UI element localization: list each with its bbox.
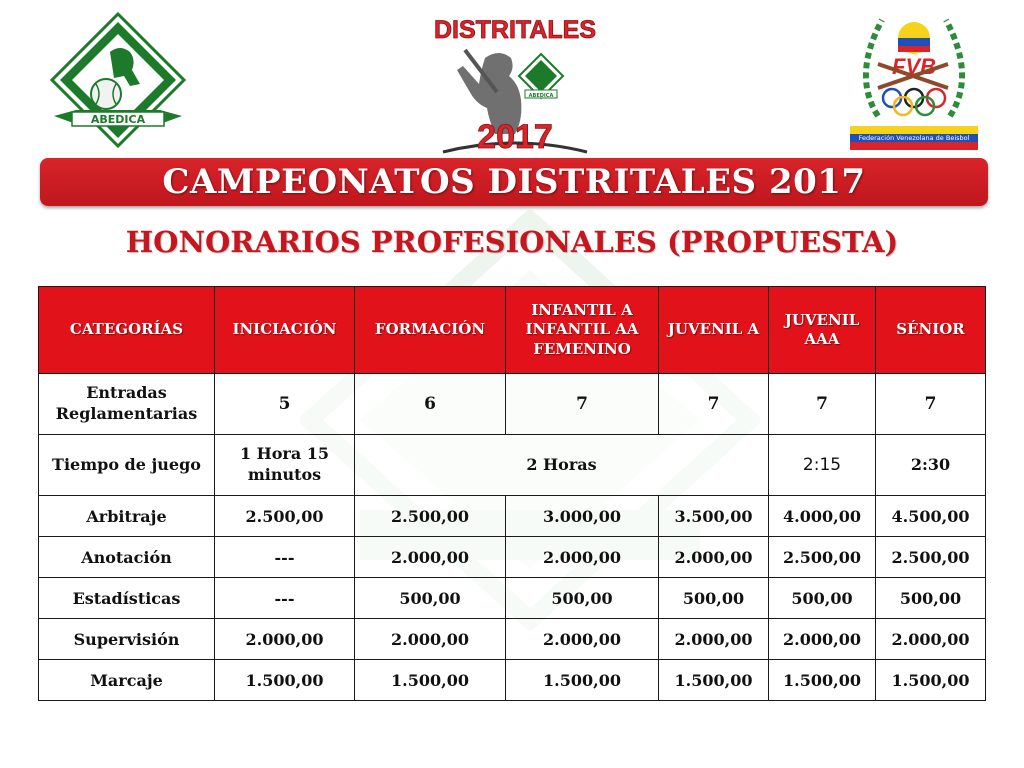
table-cell: 500,00 [659,578,769,619]
row-label: Estadísticas [39,578,215,619]
table-header-row [39,287,986,374]
table-cell: 2.500,00 [215,496,355,537]
row-label: Tiempo de juego [39,435,215,496]
table-cell: 2.000,00 [355,537,506,578]
table-cell: 3.500,00 [659,496,769,537]
table-cell: 2.000,00 [769,619,876,660]
table-row [39,619,986,660]
table-row [39,496,986,537]
table-row [39,537,986,578]
table-cell: 1.500,00 [769,660,876,701]
table-cell: 7 [876,374,986,435]
distritales-2017-logo [425,10,605,160]
row-label: Arbitraje [39,496,215,537]
row-label: Entradas Reglamentarias [39,374,215,435]
table-row [39,660,986,701]
table-cell: 2:15 [769,435,876,496]
table-cell: 2:30 [876,435,986,496]
row-label: Supervisión [39,619,215,660]
table-cell: 2.000,00 [506,619,659,660]
svg-text:DISTRITALES: DISTRITALES [433,16,597,44]
table-cell: 1.500,00 [215,660,355,701]
table-row [39,578,986,619]
table-cell: 2.000,00 [215,619,355,660]
title-banner [40,158,988,206]
table-cell: 2.000,00 [355,619,506,660]
table-row [39,435,986,496]
svg-text:ABEDICA: ABEDICA [528,93,554,99]
table-cell: 2.000,00 [876,619,986,660]
table-cell: 1.500,00 [876,660,986,701]
table-cell: --- [215,537,355,578]
table-cell: 4.000,00 [769,496,876,537]
fees-table [38,286,986,701]
header-formacion: FORMACIÓN [355,287,506,374]
table-cell: 7 [659,374,769,435]
row-label: Anotación [39,537,215,578]
table-cell: 500,00 [506,578,659,619]
abedica-logo [50,12,186,152]
table-cell: 7 [506,374,659,435]
page-subtitle: HONORARIOS PROFESIONALES (PROPUESTA) [125,225,899,259]
table-cell: 7 [769,374,876,435]
table-cell-merged: 2 Horas [355,435,769,496]
table-cell: 5 [215,374,355,435]
header-iniciacion: INICIACIÓN [215,287,355,374]
table-cell: 3.000,00 [506,496,659,537]
table-cell: 2.000,00 [659,537,769,578]
table-cell: 500,00 [355,578,506,619]
table-cell: 1.500,00 [659,660,769,701]
table-cell: --- [215,578,355,619]
table-cell: 2.000,00 [506,537,659,578]
table-cell: 1.500,00 [506,660,659,701]
table-cell: 500,00 [876,578,986,619]
table-cell: 1 Hora 15 minutos [215,435,355,496]
table-cell: 4.500,00 [876,496,986,537]
row-label: Marcaje [39,660,215,701]
page-title: CAMPEONATOS DISTRITALES 2017 [162,162,866,202]
header-senior: SÉNIOR [876,287,986,374]
header-juvenil-aaa: JUVENIL AAA [769,287,876,374]
baseball-icon [91,79,121,109]
table-cell: 2.500,00 [355,496,506,537]
svg-text:ABEDICA: ABEDICA [90,113,146,126]
table-cell: 2.500,00 [769,537,876,578]
table-cell: 1.500,00 [355,660,506,701]
svg-text:FVB: FVB [892,54,936,79]
fvb-logo [848,12,980,152]
table-cell: 2.000,00 [659,619,769,660]
table-cell: 500,00 [769,578,876,619]
header-categorias: CATEGORÍAS [39,287,215,374]
table-cell: 6 [355,374,506,435]
header-infantil: INFANTIL A INFANTIL AA FEMENINO [506,287,659,374]
svg-text:2017: 2017 [477,118,553,156]
header-juvenil-a: JUVENIL A [659,287,769,374]
table-cell: 2.500,00 [876,537,986,578]
table-row [39,374,986,435]
svg-text:Federación Venezolana de Beisb: Federación Venezolana de Beisbol [858,134,970,142]
